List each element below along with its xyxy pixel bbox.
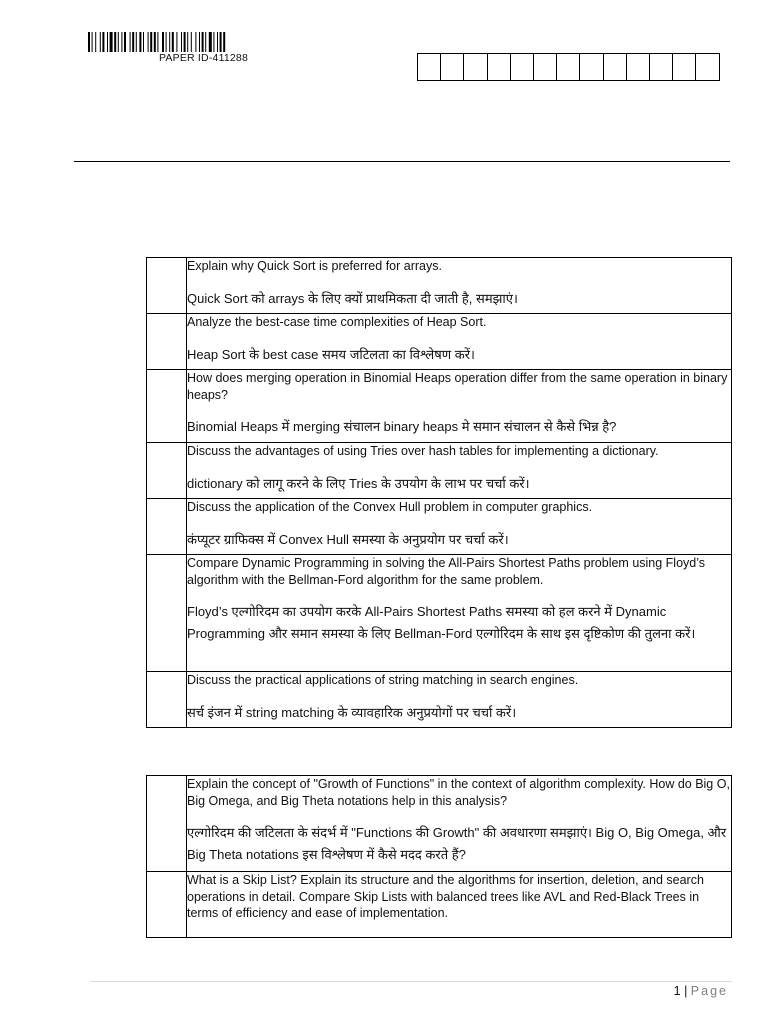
barcode-bar [191,32,192,52]
barcode-bar [107,32,108,52]
barcode-bar [223,32,225,52]
barcode-bar [110,32,113,52]
barcode-bar [205,32,206,52]
paper-id: PAPER ID-411288 [159,52,248,64]
question-number-cell [147,872,187,938]
question-table-section-1 [146,257,732,728]
roll-number-box[interactable] [488,54,511,80]
barcode-bar [100,32,101,52]
question-hindi: कंप्यूटर ग्राफिक्स में Convex Hull समस्या के अनुप्रयोग पर चर्चा करें। [187,531,509,547]
barcode-bar [124,32,126,52]
barcode-bar [169,32,170,52]
roll-number-box[interactable] [418,54,441,80]
barcode-bar [136,32,137,52]
question-hindi: Binomial Heaps में merging संचालन binary heaps मे समान संचालन से कैसे भिन्न है? [187,419,617,434]
question-number-cell [147,443,187,499]
question-number-cell [147,499,187,555]
page-separator: | [684,984,688,998]
barcode-bar [172,32,174,52]
barcode-bar [114,32,116,52]
question-number-cell [147,314,187,370]
question-row [147,555,732,672]
question-row [147,499,732,555]
roll-number-box[interactable] [511,54,534,80]
question-table-section-2 [146,775,732,938]
question-number-cell [147,672,187,728]
question-english: Explain the concept of "Growth of Functions" in the context of algorithm complexity. How do Big O, Big Omega, and Big Theta notations help in this analysis? [187,777,730,808]
question-text-cell [187,672,732,728]
page-number: 1 [673,984,681,998]
barcode [88,32,318,52]
question-row [147,672,732,728]
barcode-bar [121,32,122,52]
question-text-cell [187,314,732,370]
barcode-bar [130,32,131,52]
question-number-cell [147,555,187,672]
question-text-cell [187,872,732,938]
question-hindi: Heap Sort के best case समय जटिलता का विश्लेषण करें। [187,346,475,362]
footer-divider [90,981,732,982]
header-divider [74,161,730,162]
page-footer [674,984,728,998]
roll-number-box[interactable] [464,54,487,80]
barcode-bar [220,32,222,52]
roll-number-boxes [417,53,720,81]
question-text-cell [187,443,732,499]
barcode-bar [139,32,141,52]
page-word: Page [690,984,728,998]
barcode-bar [92,32,93,52]
barcode-bar [213,32,214,52]
question-text-cell [187,258,732,314]
question-row [147,314,732,370]
barcode-bar [148,32,149,52]
question-hindi: सर्च इंजन में string matching के व्यावहारिक अनुप्रयोगों पर चर्चा करें। [187,704,517,720]
question-english: Explain why Quick Sort is preferred for arrays. [187,259,442,273]
barcode-bar [143,32,144,52]
question-number-cell [147,258,187,314]
barcode-bar [132,32,134,52]
question-english: Analyze the best-case time complexities of Heap Sort. [187,315,487,329]
question-row [147,443,732,499]
question-hindi: Floyd’s एल्गोरिदम का उपयोग करके All-Pairs Shortest Paths समस्या को हल करने में Dynamic Programming और समान समस्या के लिए Bellman-Ford एल्गोरिदम के साथ इस दृष्टिकोण की तुलना करें। [187,604,696,641]
barcode-bar [217,32,218,52]
barcode-bar [176,32,177,52]
barcode-bar [195,32,196,52]
roll-number-box[interactable] [696,54,719,80]
barcode-bar [154,32,156,52]
question-row [147,258,732,314]
question-number-cell [147,370,187,443]
barcode-bar [187,32,188,52]
roll-number-box[interactable] [604,54,627,80]
barcode-bar [150,32,152,52]
question-row [147,370,732,443]
question-row [147,776,732,872]
barcode-bar [181,32,182,52]
question-hindi: एल्गोरिदम की जटिलता के संदर्भ में "Functions की Growth" की अवधारणा समझाएं। Big O, Big Omega, और Big Theta notations इस विश्लेषण में कैसे मदद करते हैं? [187,825,727,862]
barcode-bar [102,32,104,52]
barcode-bar [157,32,158,52]
roll-number-box[interactable] [534,54,557,80]
question-english: How does merging operation in Binomial Heaps operation differ from the same operation in binary heaps? [187,371,728,402]
barcode-bar [199,32,200,52]
question-english: Discuss the practical applications of string matching in search engines. [187,673,579,687]
barcode-bar [95,32,96,52]
question-english: What is a Skip List? Explain its structure and the algorithms for insertion, deletion, and search operations in detail. Compare Skip Lists with balanced trees like AVL and Red-Black Trees in terms of efficiency and ease of implementation. [187,873,704,920]
question-english: Discuss the application of the Convex Hull problem in computer graphics. [187,500,593,514]
question-english: Discuss the advantages of using Tries over hash tables for implementing a dictionary. [187,444,659,458]
roll-number-box[interactable] [557,54,580,80]
question-text-cell [187,499,732,555]
question-hindi: dictionary को लागू करने के लिए Tries के उपयोग के लाभ पर चर्चा करें। [187,475,530,491]
barcode-bar [184,32,186,52]
roll-number-box[interactable] [627,54,650,80]
question-text-cell [187,370,732,443]
question-text-cell [187,776,732,872]
question-text-cell [187,555,732,672]
barcode-bar [88,32,90,52]
roll-number-box[interactable] [650,54,673,80]
question-number-cell [147,776,187,872]
question-row [147,872,732,938]
barcode-bar [118,32,119,52]
barcode-bar [162,32,164,52]
barcode-bar [166,32,167,52]
question-english: Compare Dynamic Programming in solving the All-Pairs Shortest Paths problem using Floyd’s algorithm with the Bellman-Ford algorithm for the same problem. [187,556,706,587]
roll-number-box[interactable] [673,54,696,80]
roll-number-box[interactable] [580,54,603,80]
question-hindi: Quick Sort को arrays के लिए क्यों प्राथमिकता दी जाती है, समझाएं। [187,290,518,306]
barcode-bar [209,32,212,52]
roll-number-box[interactable] [441,54,464,80]
barcode-bar [202,32,204,52]
